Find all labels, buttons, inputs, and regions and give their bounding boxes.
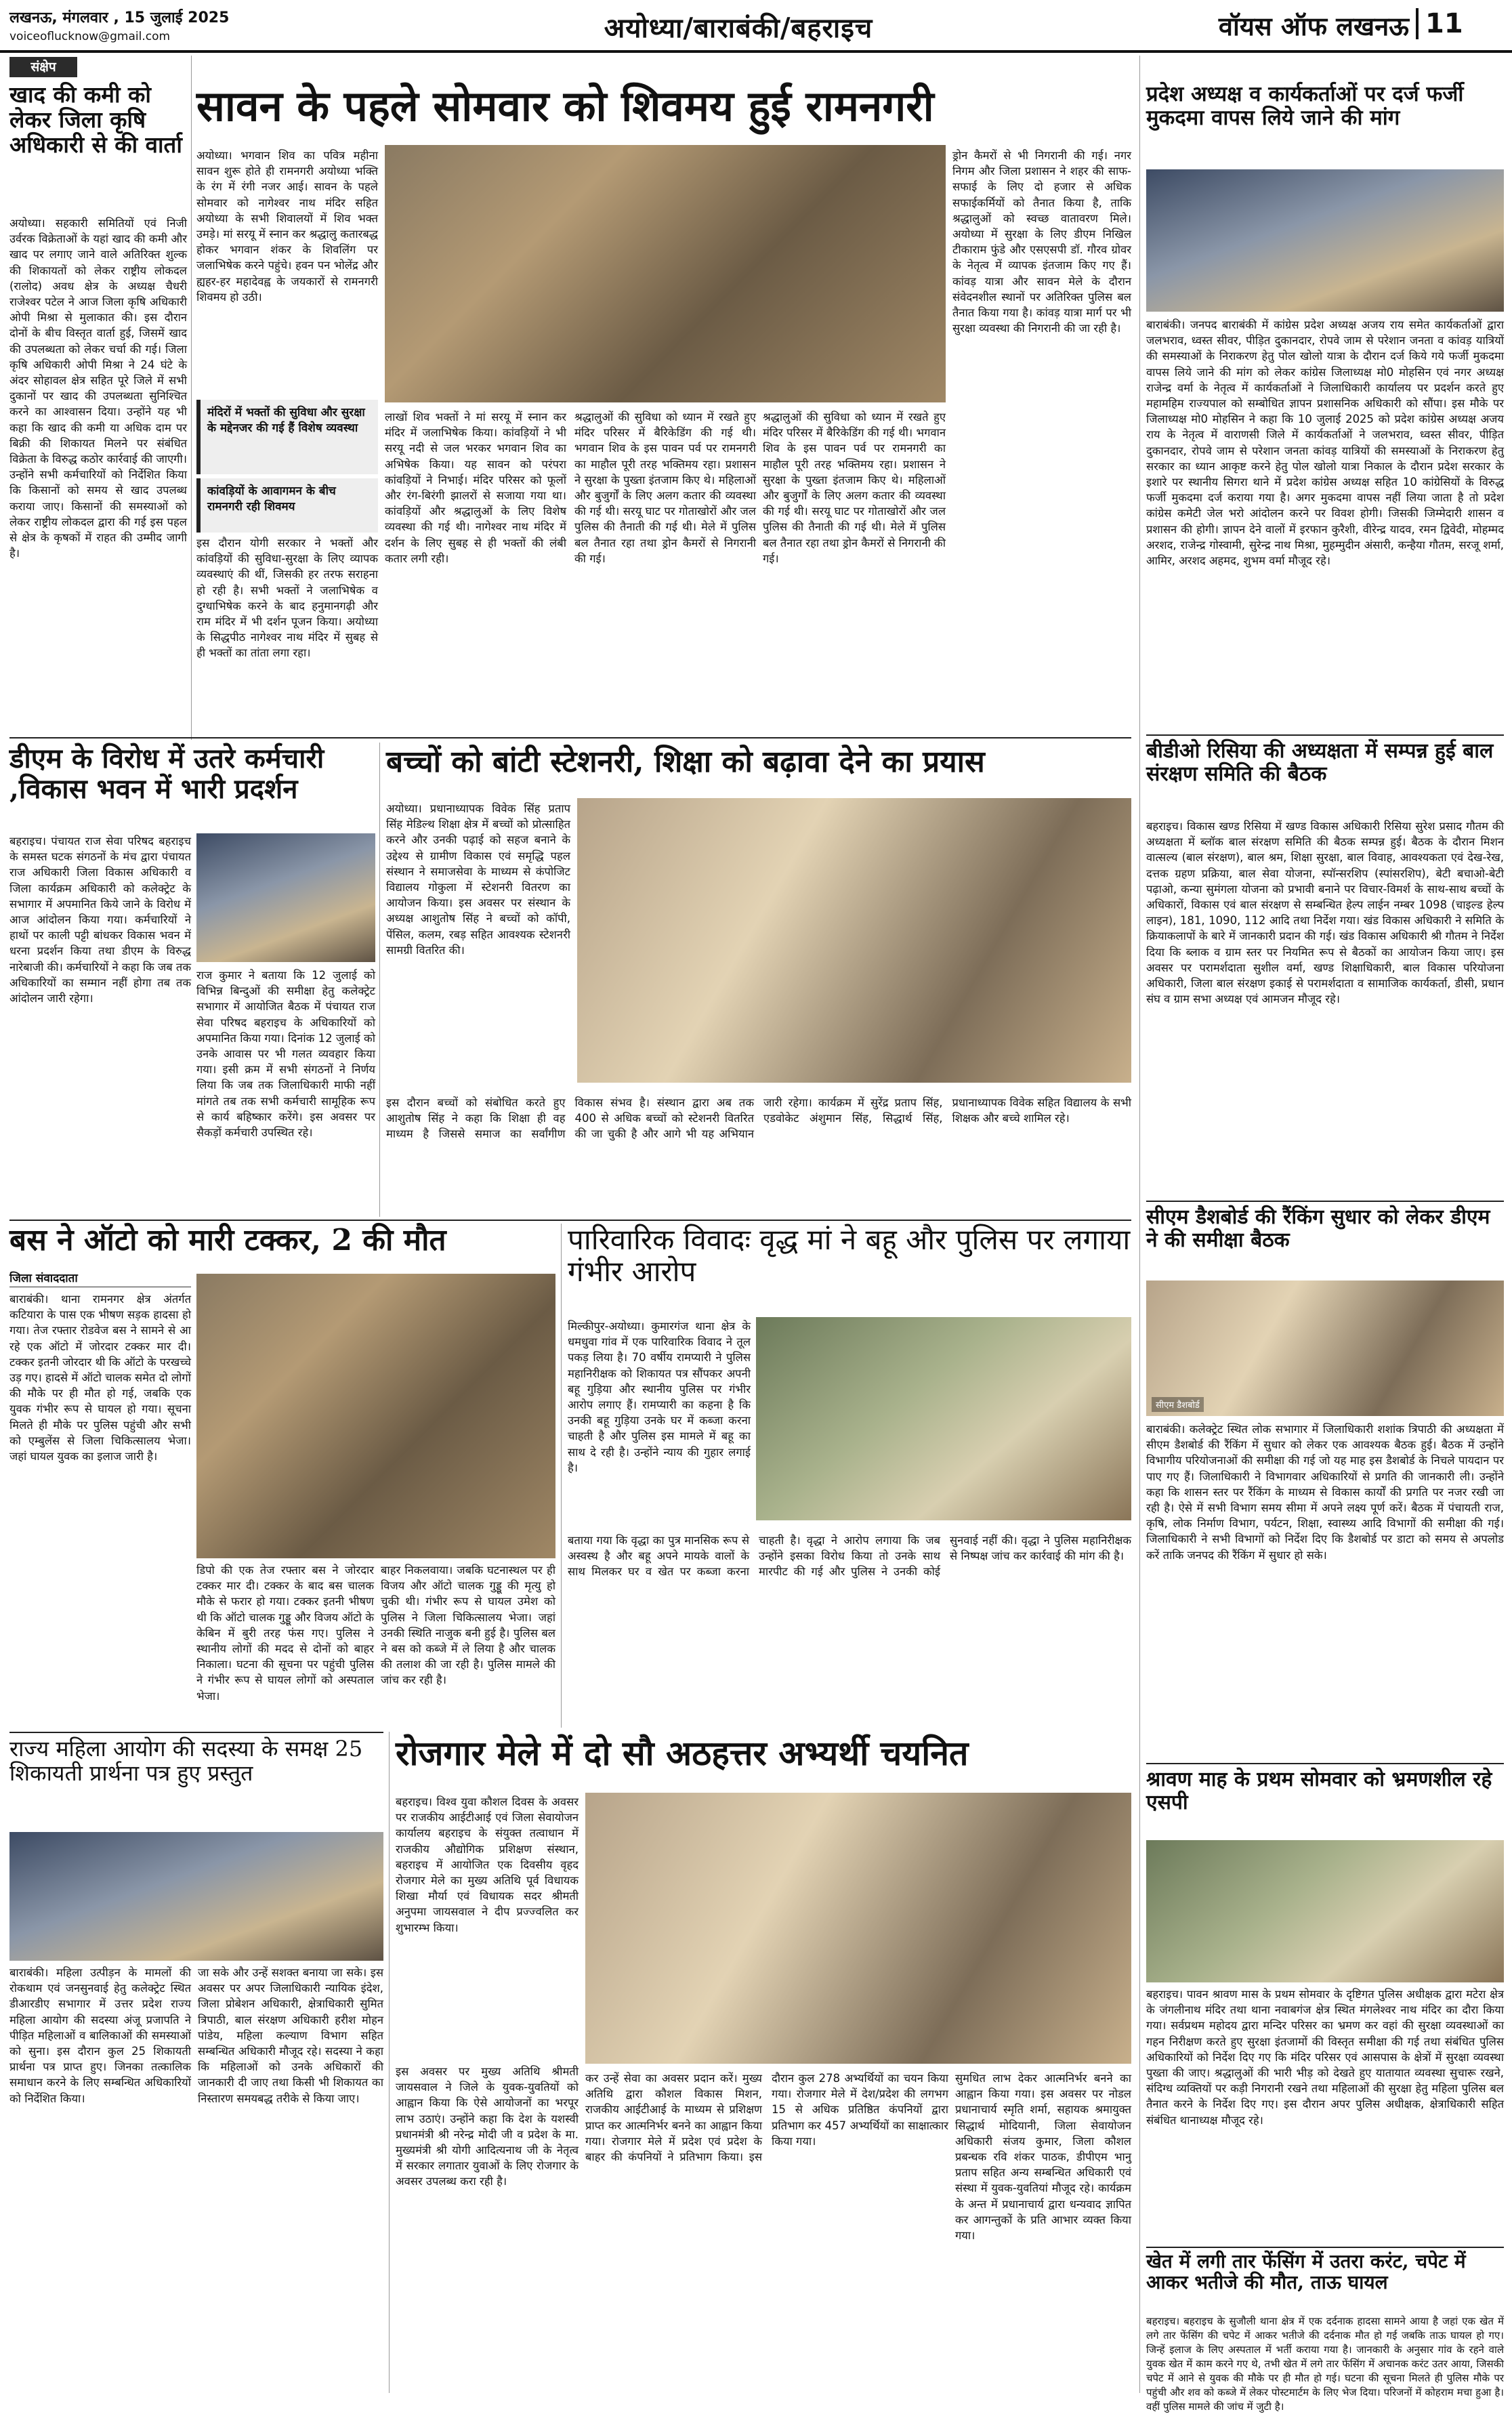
newspaper-brand: वॉयस ऑफ लखनऊ [1218, 11, 1409, 41]
pradesh-headline: प्रदेश अध्यक्ष व कार्यकर्ताओं पर दर्ज फर्जी मुकदमा वापस लिये जाने की मांग [1146, 82, 1464, 130]
family-dispute-photo [756, 1317, 1131, 1520]
bus-body-3: बाहर निकलवाया। जबकि घटनास्थल पर ही विजय और ऑटो चालक गुड्डू की मृत्यु हो चुकी थी। गंभीर रूप से घायल उमेश को पुलिस ने जिला चिकित्सालय भेजा। जहां उनकी स्थिति नाजुक बनी हुई है। पुलिस बल ने बस को कब्जे में ले लिया है और चालक की तलाश की जा रही है। पुलिस मामले की जांच कर रही है। [381, 1564, 555, 1687]
job-fair-body-3: कर उन्हें सेवा का अवसर प्रदान करें। मुख्य अतिथि द्वारा कौशल विकास मिशन, राजकीय आईटीआई के माध्यम से प्रशिक्षण प्राप्त कर आत्मनिर्भर बनने का आह्वान किया गया। रोजगार मेले में प्रदेश एवं प्रदेश के बाहर की कंपनियों ने प्रतिभाग किया। इस दौरान कुल 278 अभ्यर्थियों का चयन किया गया। रोजगार मेले में देश/प्रदेश की लगभग 15 से अधिक प्रतिष्ठित कंपनियों द्वारा प्रतिभाग कर 457 अभ्यर्थियों का साक्षात्कार किया गया। [585, 2072, 948, 2164]
stationery-headline: बच्चों को बांटी स्टेशनरी, शिक्षा को बढ़ावा देने का प्रयास [386, 745, 985, 779]
job-fair-body-2: इस अवसर पर मुख्य अतिथि श्रीमती जायसवाल ने जिले के युवक-युवतियों को आह्वान किया कि ऐसे आयोजनों का भरपूर लाभ उठाएं। उन्होंने कहा कि देश के यशस्वी प्रधानमंत्री श्री नरेन्द्र मोदी जी व प्रदेश के मा. मुख्यमंत्री श्री योगी आदित्यनाथ जी के नेतृत्व में सरकार लगातार युवाओं के लिए रोजगार के अवसर उपलब्ध करा रही है। [396, 2065, 579, 2188]
column-rule-right [1139, 56, 1140, 2393]
khet-body: बहराइच। बहराइच के सुजौली थाना क्षेत्र में एक दर्दनाक हादसा सामने आया है जहां एक खेत में लगे तार फेंसिंग की चपेट में आकर भतीजे की दर्दनाक मौत हो गई जबकि ताऊ घायल हो गए। जिन्हें इलाज के लिए अस्पताल में भर्ती कराया गया है। जानकारी के अनुसार गांव के रहने वाले युवक खेत में काम करने गए थे, तभी खेत में लगे तार फेंसिंग में अचानक करंट उतर आया, जिसकी चपेट में आने से युवक की मौके पर ही मौत हो गई। घटना की सूचना मिलते ही पुलिस मौके पर पहुंची और शव को कब्जे में लेकर पोस्टमार्टम के लिए भेज दिया। परिजनों में कोहराम मचा हुआ है। वहीं पुलिस मामले की जांच में जुटी है। [1146, 2315, 1504, 2413]
sawan-callout-2: कांवड़ियों के आवागमन के बीच रामनगरी रही शिवमय [196, 478, 378, 533]
bdo-headline: बीडीओ रिसिया की अध्यक्षता में सम्पन्न हुई बाल संरक्षण समिति की बैठक [1146, 739, 1494, 786]
bdo-body: बहराइच। विकास खण्ड रिसिया में खण्ड विकास अधिकारी रिसिया सुरेश प्रसाद गौतम की अध्यक्षता में ब्लॉक बाल संरक्षण समिति की बैठक सम्पन्न हुई। बैठक के दौरान मिशन वात्सल्य (बाल संरक्षण), बाल श्रम, शिक्षा सुरक्षा, बाल विवाह, आवश्यकता एवं देख-रेख, दत्तक ग्रहण प्रक्रिया, बाल सेवा योजना, स्पॉन्सरशिप (स्पांसरशिप), बेटी बचाओ-बेटी पढ़ाओ, कन्या सुमंगला योजना को प्रभावी बनाने पर विचार-विमर्श के साथ-साथ बच्चों के अधिकारों, विकास एवं बाल संरक्षण से सम्बन्धित हेल्प लाईन नम्बर 1098 (चाइल्ड हेल्प लाइन), 181, 1090, 112 आदि तथा निर्देश गया। खंड विकास अधिकारी ने समिति के क्रियाकलापों के बारे में जानकारी प्रदान की गई। खंड विकास अधिकारी श्री गौतम ने निर्देश दिया कि ब्लाक व ग्राम स्तर पर नियमित रूप से बैठकों का आयोजन किया जाए। इस अवसर पर परामर्शदाता सुशील वर्मा, खण्ड शिक्षाधिकारी, बाल विकास परियोजना अधिकारी, जिला बाल संरक्षण इकाई से परामर्शदाता व सामाजिक कार्यकर्ता, डीसी, प्रधान संघ व ग्राम सभा अध्यक्ष एवं आमजन मौजूद रहे। [1146, 820, 1504, 1006]
bus-headline: बस ने ऑटो को मारी टक्कर, 2 की मौत [9, 1223, 446, 1257]
khad-headline: खाद की कमी को लेकर जिला कृषि अधिकारी से की वार्ता [9, 81, 182, 158]
dashboard-photo-caption: सीएम डैशबोर्ड [1152, 1397, 1204, 1412]
khet-headline: खेत में लगी तार फेंसिंग में उतरा करंट, चपेट में आकर भतीजे की मौत, ताऊ घायल [1146, 2250, 1466, 2294]
column-rule [379, 743, 380, 1217]
sawan-body-1: अयोध्या। भगवान शिव का पवित्र महीना सावन शुरू होते ही रामनगरी अयोध्या भक्ति के रंग में रंगी नजर आई। सावन के पहले सोमवार को नागेश्वर नाथ मंदिर सहित अयोध्या के सभी शिवालयों में शिव भक्त उमड़े। मां सरयू में स्नान कर श्रद्धालु कतारबद्ध होकर भगवान शंकर के शिवलिंग पर जलाभिषेक करने पहुंचे। हवन पन भोलेंद्र और ह्यहर-हर महादेवह्व के जयकारों से रामनगरी शिवमय हो उठी। [196, 149, 378, 304]
sawan-callout-1: मंदिरों में भक्तों की सुविधा और सुरक्षा के मद्देनजर की गई हैं विशेष व्यवस्था [196, 400, 378, 474]
job-fair-headline: रोजगार मेले में दो सौ अठहत्तर अभ्यर्थी चयनित [396, 1733, 969, 1773]
section-rule [9, 1220, 1131, 1221]
story-rule [1146, 734, 1504, 736]
section-rule [9, 737, 1131, 738]
family-dispute-headline: पारिवारिक विवादः वृद्ध मां ने बहू और पुलिस पर लगाया गंभीर आरोप [568, 1223, 1131, 1289]
issue-date: लखनऊ, मंगलवार , 15 जुलाई 2025 [9, 9, 230, 26]
pradesh-protest-photo [1146, 169, 1504, 312]
job-fair-body-1: बहराइच। विश्व युवा कौशल दिवस के अवसर पर राजकीय आईटीआई एवं जिला सेवायोजन कार्यालय बहराइच के संयुक्त तत्वाधान में राजकीय औद्योगिक प्रशिक्षण संस्थान, बहराइच में आयोजित एक दिवसीय वृहद रोजगार मेले का मुख्य अतिथि पूर्व विधायक शिखा मौर्या एवं विधायक सदर श्रीमती अनुपमा जायसवाल ने दीप प्रज्ज्वलित कर शुभारम्भ किया। [396, 1795, 579, 1934]
sawan-body-5: ड्रोन कैमरों से भी निगरानी की गई। नगर निगम और जिला प्रशासन ने शहर की साफ-सफाई के लिए दो हजार से अधिक सफाईकर्मियों को तैनात किया है, ताकि श्रद्धालुओं को स्वच्छ वातावरण मिले। अयोध्या में सुरक्षा के लिए डीएम निखिल टीकाराम फुंडे और एसएसपी डॉ. गौरव ग्रोवर के नेतृत्व में व्यापक इंतजाम किए गए हैं। कांवड़ यात्रा और सावन मेले के दौरान संवेदनशील स्थानों पर अतिरिक्त पुलिस बल तैनात किया गया है। कांवड़ यात्रा मार्ग पर भी सुरक्षा व्यवस्था की निगरानी की जा रही है। [952, 149, 1131, 335]
shravan-body: बहराइच। पावन श्रावण मास के प्रथम सोमवार के दृष्टिगत पुलिस अधीक्षक द्वारा मटेरा क्षेत्र के जंगलीनाथ मंदिर तथा थाना नवाबगंज क्षेत्र स्थित मंगलेश्वर नाथ मंदिर का दौरा किया गया। सर्वप्रथम महोदय द्वारा मन्दिर परिसर का भ्रमण कर वहां की सुरक्षा व्यवस्थाओं का गहन निरीक्षण करते हुए सुरक्षा इंतजामों की विस्तृत समीक्षा की गई तथा संबंधित पुलिस अधिकारियों को निर्देश दिए गए कि मंदिर परिसर एवं आसपास के क्षेत्रों में सुरक्षा व्यवस्था पुख्ता की जाए। श्रद्धालुओं की भारी भीड़ को देखते हुए यातायात व्यवस्था सुचारू रखने, संदिग्ध व्यक्तियों पर कड़ी निगरानी रखने तथा महिलाओं की सुरक्षा हेतु महिला पुलिस बल तैनात करने के निर्देश दिए गए। इस दौरान अपर पुलिस अधीक्षक, क्षेत्राधिकारी सहित संबंधित थानाध्यक्ष मौजूद रहे। [1146, 1988, 1504, 2127]
contact-email[interactable]: voiceoflucknow@gmail.com [9, 30, 171, 43]
bus-body-2: डिपो की एक तेज रफ्तार बस ने जोरदार टक्कर मार दी। टक्कर के बाद बस चालक मौके से फरार हो गया। टक्कर इतनी भीषण थी कि ऑटो चालक गुड्डू और विजय ऑटो के केबिन में बुरी तरह फंस गए। पुलिस ने स्थानीय लोगों की मदद से दोनों को बाहर निकाला। घटना की सूचना पर पहुंची पुलिस ने गंभीर रूप से घायल लोगों को अस्पताल भेजा। [196, 1564, 374, 1703]
masthead-rule [0, 50, 1512, 53]
dashboard-body: बाराबंकी। कलेक्ट्रेट स्थित लोक सभागार में जिलाधिकारी शशांक त्रिपाठी की अध्यक्षता में सीएम डैशबोर्ड की रैंकिंग में सुधार को लेकर एक आवश्यक बैठक हुई। बैठक में उन्होंने विभागीय परियोजनाओं की समीक्षा की गई जो यह माह इस डैशबोर्ड के निचले पायदान पर पाए गए हैं। जिलाधिकारी ने विभागवार अधिकारियों से प्रगति की जानकारी ली। उन्होंने कहा कि शासन स्तर पर रैंकिंग के माध्यम से विकास कार्यों की प्रगति पर नजर रखी जा रही है। ऐसे में सभी विभाग समय सीमा में अपने लक्ष्य पूर्ण करें। बैठक में पंचायती राज, कृषि, लोक निर्माण विभाग, पर्यटन, शिक्षा, स्वास्थ्य आदि विभागों की समीक्षा की गई। जिलाधिकारी ने सभी विभागों को निर्देश दिए कि डैशबोर्ड पर डाटा को समय से अपलोड करें ताकि जनपद की रैंकिंग में सुधार हो सके। [1146, 1423, 1504, 1562]
bus-byline: जिला संवाददाता [9, 1270, 191, 1287]
bus-accident-photo [196, 1274, 555, 1558]
story-rule [1146, 2247, 1504, 2248]
women-commission-headline: राज्य महिला आयोग की सदस्या के समक्ष 25 शिकायती प्रार्थना पत्र हुए प्रस्तुत [9, 1736, 363, 1786]
stationery-body-2: इस दौरान बच्चों को संबोधित करते हुए आशुतोष सिंह ने कहा कि शिक्षा ही वह माध्यम है जिससे समाज का सर्वांगीण विकास संभव है। संस्थान द्वारा अब तक 400 से अधिक बच्चों को स्टेशनरी वितरित की जा चुकी है और आगे भी यह अभियान जारी रहेगा। कार्यक्रम में सुरेंद्र प्रताप सिंह, एडवोकेट अंशुमान सिंह, सिद्धार्थ सिंह, प्रधानाध्यापक विवेक सहित विद्यालय के सभी शिक्षक और बच्चे शामिल रहे। [386, 1096, 1131, 1141]
shravan-sp-photo [1146, 1840, 1504, 1982]
column-rule [191, 56, 192, 740]
sawan-crowd-photo [385, 145, 946, 402]
dm-protest-photo [196, 833, 375, 962]
khad-body: अयोध्या। सहकारी समितियों एवं निजी उर्वरक विक्रेताओं के यहां खाद की कमी और खाद पर लगाए जाने वाले अतिरिक्त शुल्क की शिकायतों को लेकर राष्ट्रीय लोकदल (रालोद) अवध क्षेत्र के अध्यक्ष चैधरी राजेश्वर पटेल ने आज जिला कृषि अधिकारी ओपी मिश्रा से मुलाकात की। इस दौरान दोनों के बीच विस्तृत वार्ता हुई, जिसमें खाद की उपलब्धता को लेकर चर्चा की गई। जिला कृषि अधिकारी ओपी मिश्रा ने 24 घंटे के अंदर सोहावल क्षेत्र सहित पूरे जिले में सभी दुकानों पर खाद की उपलब्धता सुनिश्चित करने का आश्वासन दिया। उन्होंने यह भी कहा कि खाद की कमी या अधिक दाम पर बिक्री की शिकायत मिलने पर संबंधित विक्रेता के विरुद्ध कठोर कार्रवाई की जाएगी। उन्होंने सभी कर्मचारियों को निर्देशित किया कि किसानों को समय से खाद उपलब्ध कराया जाए। किसानों की समस्याओं को लेकर राष्ट्रीय लोकदल द्वारा की गई इस पहल से क्षेत्र के कृषकों में राहत की उम्मीद जागी है। [9, 217, 187, 560]
sawan-body-2: लाखों शिव भक्तों ने मां सरयू में स्नान कर मंदिर में जलाभिषेक किया। कांवड़ियों ने भी सरयू नदी से जल भरकर भगवान शिव का अभिषेक किया। यह सावन को परंपरा कांवड़ियों ने निभाई। मंदिर परिसर को फूलों और रंग-बिरंगी झालरों से सजाया गया था। कांवड़ियों और श्रद्धालुओं के लिए विशेष व्यवस्था की गई थी। नागेश्वर नाथ मंदिर में दर्शन के लिए सुबह से ही भक्तों की लंबी कतार लगी रही। [385, 411, 566, 565]
job-fair-body-4: सुमधित लाभ देकर आत्मनिर्भर बनने का आह्वान किया गया। इस अवसर पर नोडल प्रधानाचार्य स्मृति शर्मा, सहायक श्रमायुक्त सिद्धार्थ मोदियानी, जिला सेवायोजन अधिकारी संजय कुमार, जिला कौशल प्रबन्धक रवि शंकर पाठक, डीपीएम भानु प्रताप सहित अन्य सम्बन्धित अधिकारी एवं संस्था में युवक-युवतियां मौजूद रहे। कार्यक्रम के अन्त में प्रधानाचार्य द्वारा धन्यवाद ज्ञापित कर आगन्तुकों के प्रति आभार व्यक्त किया गया। [955, 2072, 1131, 2243]
stationery-children-photo [577, 798, 1131, 1083]
women-commission-photo [9, 1832, 383, 1961]
dm-protest-headline: डीएम के विरोध में उतरे कर्मचारी ,विकास भवन में भारी प्रदर्शन [9, 743, 324, 805]
column-rule [389, 1732, 390, 2393]
pradesh-body: बाराबंकी। जनपद बाराबंकी में कांग्रेस प्रदेश अध्यक्ष अजय राय समेत कार्यकर्ताओं द्वारा जलभराव, ध्वस्त सीवर, पीड़ित दुकानदार, रोपवे जाम से परेशान जनता व कांवड़ यात्रियों की समस्याओं के निराकरण हेतु पोल खोलो यात्रा के दौरान दर्ज किये गये फर्जी मुकदमा वापस लिये जाने की मांग को लेकर कांग्रेस जिलाध्यक्ष मो0 मोहसिन एवं नगर अध्यक्ष राजेन्द्र वर्मा के नेतृत्व में कार्यकर्ताओं ने जिलाधिकारी कार्यालय पर प्रदर्शन करते हुए महामहिम राज्यपाल को सम्बोधित ज्ञापन प्रशासनिक अधिकारी को सौंपा। इस मौके पर जिलाध्यक्ष मो0 मोहसिन ने कहा कि 10 जुलाई 2025 को प्रदेश कांग्रेस अध्यक्ष अजय राय के नेतृत्व में वाराणसी जिले में कार्यकर्ताओं ने जलभराव, ध्वस्त सीवर, पीड़ित दुकानदार, रोपवे जाम से परेशान जनता कांवड़ यात्रियों की समस्याओं के निराकरण हेतु सरकार का ध्यान आकृष्ट करने हेतु पोल खोलो यात्रा निकाल के दौरान प्रदेश सरकार के इशारे पर स्थानीय सिगरा थाने में प्रदेश कांग्रेस अध्यक्ष सहित 10 कांग्रेसियों के विरुद्ध फर्जी मुकदमा दर्ज कराया गया है। अगर मुकदमा वापस नहीं लिया जाता है तो प्रदेश कांग्रेस कमेटी जेल भरो आंदोलन करने पर विवश होगी। जिसकी जिम्मेदारी शासन व प्रशासन की होगी। ज्ञापन देने वालों में इरफान कुरैशी, वीरेन्द्र यादव, रमन द्विवेदी, मोहम्मद अरशद, राजेन्द्र गोस्वामी, सुरेन्द्र नाथ मिश्रा, मुहम्मुदीन अंसारी, कन्हैया गौतम, सरजू शर्मा, आमिर, अरशद अहमद, शुभम वर्मा मौजूद रहे। [1146, 318, 1504, 568]
bus-body-1: बाराबंकी। थाना रामनगर क्षेत्र अंतर्गत कटियारा के पास एक भीषण सड़क हादसा हो गया। तेज रफ्तार रोडवेज बस ने सामने से आ रहे एक ऑटो में जोरदार टक्कर मार दी। टक्कर इतनी जोरदार थी कि ऑटो के परखच्चे उड़ गए। हादसे में ऑटो चालक समेत दो लोगों की मौके पर ही मौत हो गई, जबकि एक युवक गंभीर रूप से घायल हो गया। सूचना मिलते ही मौके पर पुलिस पहुंची और सभी को एम्बुलेंस से जिला चिकित्सालय भेजा। जहां घायल युवक का इलाज जारी है। [9, 1293, 191, 1463]
section-rule [9, 1732, 383, 1733]
sawan-body-3: इस दौरान योगी सरकार ने भक्तों और कांवड़ियों की सुविधा-सुरक्षा के लिए व्यापक व्यवस्थाएं की थीं, जिसकी हर तरफ सराहना हो रही है। सभी भक्तों ने जलाभिषेक व दुग्धाभिषेक करने के बाद हनुमानगढ़ी और राम मंदिर में भी दर्शन पूजन किया। अयोध्या के सिद्धपीठ नागेश्वर नाथ मंदिर में सुबह से ही भक्तों का तांता लगा रहा। [196, 537, 378, 660]
family-dispute-body-2: बताया गया कि वृद्धा का पुत्र मानसिक रूप से अस्वस्थ है और बहू अपने मायके वालों के साथ मिलकर घर व खेत पर कब्जा करना चाहती है। वृद्धा ने आरोप लगाया कि जब उन्होंने इसका विरोध किया तो उनके साथ मारपीट की गई और पुलिस ने उनकी कोई सुनवाई नहीं की। वृद्धा ने पुलिस महानिरीक्षक से निष्पक्ष जांच कर कार्रवाई की मांग की है। [568, 1534, 1131, 1579]
sawan-body-4b: श्रद्धालुओं की सुविधा को ध्यान में रखते हुए मंदिर परिसर में बैरिकेडिंग की गई थी। भगवान शिव के इस पावन पर्व पर रामनगरी का माहौल पूरी तरह भक्तिमय रहा। प्रशासन ने सुरक्षा के पुख्ता इंतजाम किए थे। महिलाओं और बुजुर्गों के लिए अलग कतार की व्यवस्था की गई थी। सरयू घाट पर गोताखोरों और जल पुलिस की तैनाती की गई थी। मेले में पुलिस बल तैनात रहा तथा ड्रोन कैमरों से निगरानी की गई। [763, 411, 946, 565]
family-dispute-body-1: मिल्कीपुर-अयोध्या। कुमारगंज थाना क्षेत्र के धमधुवा गांव में एक पारिवारिक विवाद ने तूल पकड़ लिया है। 70 वर्षीय रामप्यारी ने पुलिस महानिरीक्षक को शिकायत पत्र सौंपकर अपनी बहू गुड़िया और स्थानीय पुलिस पर गंभीर आरोप लगाए हैं। रामप्यारी का कहना है कि उनकी बहू गुड़िया उनके घर में कब्जा करना चाहती है और पुलिस इस मामले में बहू का साथ दे रही है। उन्होंने न्याय की गुहार लगाई है। [568, 1320, 751, 1474]
brief-label: संक्षेप [9, 57, 77, 77]
dashboard-headline: सीएम डैशबोर्ड की रैंकिंग सुधार को लेकर डीएम ने की समीक्षा बैठक [1146, 1205, 1490, 1252]
women-commission-body-1: बाराबंकी। महिला उत्पीड़न के मामलों की रोकथाम एवं जनसुनवाई हेतु कलेक्ट्रेट स्थित डीआरडीए सभागार में उत्तर प्रदेश राज्य महिला आयोग की सदस्या अंजू प्रजापति ने पीड़ित महिलाओं व बालिकाओं की समस्याओं को सुना। इस दौरान कुल 25 शिकायती प्रार्थना पत्र प्राप्त हुए। जिनका तत्कालिक समाधान करने के लिए सम्बन्धित अधिकारियों को निर्देशित किया। [9, 1966, 191, 2105]
dm-protest-body-2: राज कुमार ने बताया कि 12 जुलाई को विभिन्न बिन्दुओं की समीक्षा हेतु कलेक्ट्रेट सभागार में आयोजित बैठक में पंचायत राज सेवा परिषद बहराइच के अधिकारियों को अपमानित किया गया। दिनांक 12 जुलाई को उनके आवास पर भी गलत व्यवहार किया गया। इसी क्रम में सभी संगठनों ने निर्णय लिया कि जब तक जिलाधिकारी माफी नहीं मांगते तब तक सभी कर्मचारी सामूहिक रूप से कार्य बहिष्कार करेंगे। इस अवसर पर सैकड़ों कर्मचारी उपस्थित रहे। [196, 969, 375, 1140]
dm-protest-body-1: बहराइच। पंचायत राज सेवा परिषद बहराइच के समस्त घटक संगठनों के मंच द्वारा पंचायत राज अधिकारी जिला विकास अधिकारी व जिला कार्यक्रम अधिकारी को कलेक्ट्रेट के सभागार में अपमानित किये जाने के विरोध में आज आंदोलन किया गया। कर्मचारियों ने हाथों पर काली पट्टी बांधकर विकास भवन में धरना प्रदर्शन किया तथा डीएम के विरुद्ध नारेबाजी की। कर्मचारियों ने कहा कि जब तक अधिकारियों का सम्मान नहीं होगा तब तक आंदोलन जारी रहेगा। [9, 835, 192, 1005]
story-rule [1146, 1201, 1504, 1202]
sawan-headline: सावन के पहले सोमवार को शिवमय हुई रामनगरी [196, 81, 934, 131]
women-commission-body-2: जा सके और उन्हें सशक्त बनाया जा सके। इस अवसर पर अपर जिलाधिकारी न्यायिक इंदेश, जिला प्रोबेशन अधिकारी, क्षेत्राधिकारी सुमित त्रिपाठी, बाल संरक्षण अधिकारी हरीश मोहन पांडेय, महिला कल्याण विभाग सहित सम्बन्धित अधिकारी मौजूद रहे। सदस्या ने कहा कि महिलाओं को उनके अधिकारों की जानकारी दी जाए तथा किसी भी शिकायत का निस्तारण समयबद्ध तरीके से किया जाए। [198, 1966, 383, 2105]
page-number: 11 [1416, 8, 1504, 39]
section-title: अयोध्या/बाराबंकी/बहराइच [604, 12, 873, 44]
sawan-body-4: श्रद्धालुओं की सुविधा को ध्यान में रखते हुए मंदिर परिसर में बैरिकेडिंग की गई थी। भगवान शिव के इस पावन पर्व पर रामनगरी का माहौल पूरी तरह भक्तिमय रहा। प्रशासन ने सुरक्षा के पुख्ता इंतजाम किए थे। महिलाओं और बुजुर्गों के लिए अलग कतार की व्यवस्था की गई थी। सरयू घाट पर गोताखोरों और जल पुलिस की तैनाती की गई थी। मेले में पुलिस बल तैनात रहा तथा ड्रोन कैमरों से निगरानी की गई। [574, 411, 756, 565]
story-rule [1146, 1763, 1504, 1764]
column-rule [561, 1224, 562, 1728]
dashboard-meeting-photo [1146, 1281, 1504, 1416]
stationery-body-1: अयोध्या। प्रधानाध्यापक विवेक सिंह प्रताप सिंह मेडिल्थ शिक्षा क्षेत्र में बच्चों को प्रोत्साहित करने और उनकी पढ़ाई को सहज बनाने के उद्देश्य से ग्रामीण विकास एवं समृद्धि पहल संस्थान ने समाजसेवा के माध्यम से कंपोजिट विद्यालय गोकुला में स्टेशनरी वितरण का आयोजन किया। इस अवसर पर संस्थान के अध्यक्ष आशुतोष सिंह ने बच्चों को कॉपी, पेंसिल, कलम, रबड़ सहित आवश्यक स्टेशनरी सामग्री वितरित की। [386, 802, 570, 957]
shravan-headline: श्रावण माह के प्रथम सोमवार को भ्रमणशील रहे एसपी [1146, 1768, 1492, 1814]
job-fair-photo [585, 1793, 1131, 2064]
